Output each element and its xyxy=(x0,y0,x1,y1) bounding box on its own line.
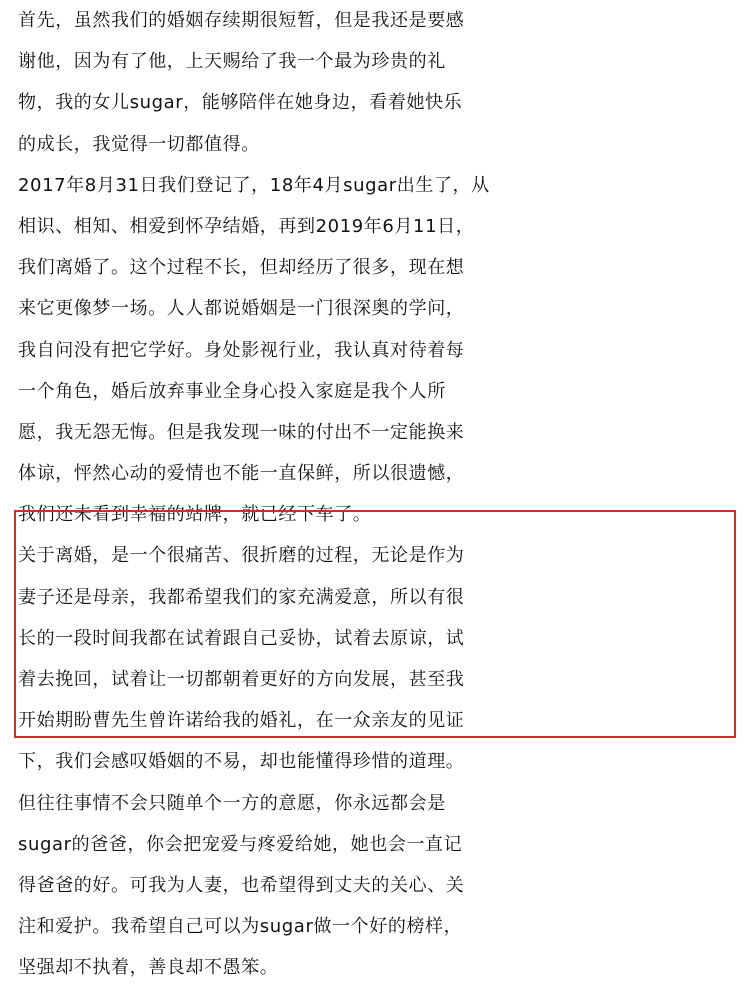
text-line: 得爸爸的好。可我为人妻，也希望得到丈夫的关心、关 xyxy=(18,874,465,896)
highlighted-text-line: 长的一段时间我都在试着跟自己妥协，试着去原谅，试 xyxy=(18,627,465,649)
text-line: 愿，我无怨无悔。但是我发现一味的付出不一定能换来 xyxy=(18,421,465,443)
text-line: 物，我的女儿sugar，能够陪伴在她身边，看着她快乐 xyxy=(18,92,463,114)
text-line: 谢他，因为有了他，上天赐给了我一个最为珍贵的礼 xyxy=(18,51,446,73)
statement-text xyxy=(18,0,742,989)
text-line: 我们还未看到幸福的站牌，就已经下车了。 xyxy=(18,504,372,526)
text-line: sugar的爸爸，你会把宠爱与疼爱给她，她也会一直记 xyxy=(18,833,463,855)
text-line: 来它更像梦一场。人人都说婚姻是一门很深奥的学问， xyxy=(18,298,465,320)
text-line: 2017年8月31日我们登记了，18年4月sugar出生了，从 xyxy=(18,174,490,196)
text-line: 注和爱护。我希望自己可以为sugar做一个好的榜样， xyxy=(18,916,463,938)
highlighted-text-line: 着去挽回，试着让一切都朝着更好的方向发展，甚至我 xyxy=(18,669,465,690)
text-line: 我自问没有把它学好。身处影视行业，我认真对待着每 xyxy=(18,339,465,361)
text-line: 首先，虽然我们的婚姻存续期很短暂，但是我还是要感 xyxy=(18,10,465,31)
highlighted-text-line: 关于离婚，是一个很痛苦、很折磨的过程，无论是作为 xyxy=(18,545,465,567)
text-line: 但往往事情不会只随单个一方的意愿，你永远都会是 xyxy=(18,792,446,814)
text-line: 体谅，怦然心动的爱情也不能一直保鲜，所以很遗憾， xyxy=(18,463,465,485)
text-line: 坚强却不执着，善良却不愚笨。 xyxy=(18,957,279,979)
highlighted-text-line: 下，我们会感叹婚姻的不易，却也能懂得珍惜的道理。 xyxy=(18,751,465,773)
highlighted-text-line: 妻子还是母亲，我都希望我们的家充满爱意，所以有很 xyxy=(18,586,465,608)
highlighted-text-line: 开始期盼曹先生曾许诺给我的婚礼，在一众亲友的见证 xyxy=(18,710,465,732)
text-line: 一个角色，婚后放弃事业全身心投入家庭是我个人所 xyxy=(18,380,446,402)
text-line: 的成长，我觉得一切都值得。 xyxy=(18,133,260,155)
text-line: 我们离婚了。这个过程不长，但却经历了很多，现在想 xyxy=(18,257,465,279)
text-line: 相识、相知、相爱到怀孕结婚，再到2019年6月11日， xyxy=(18,215,475,237)
